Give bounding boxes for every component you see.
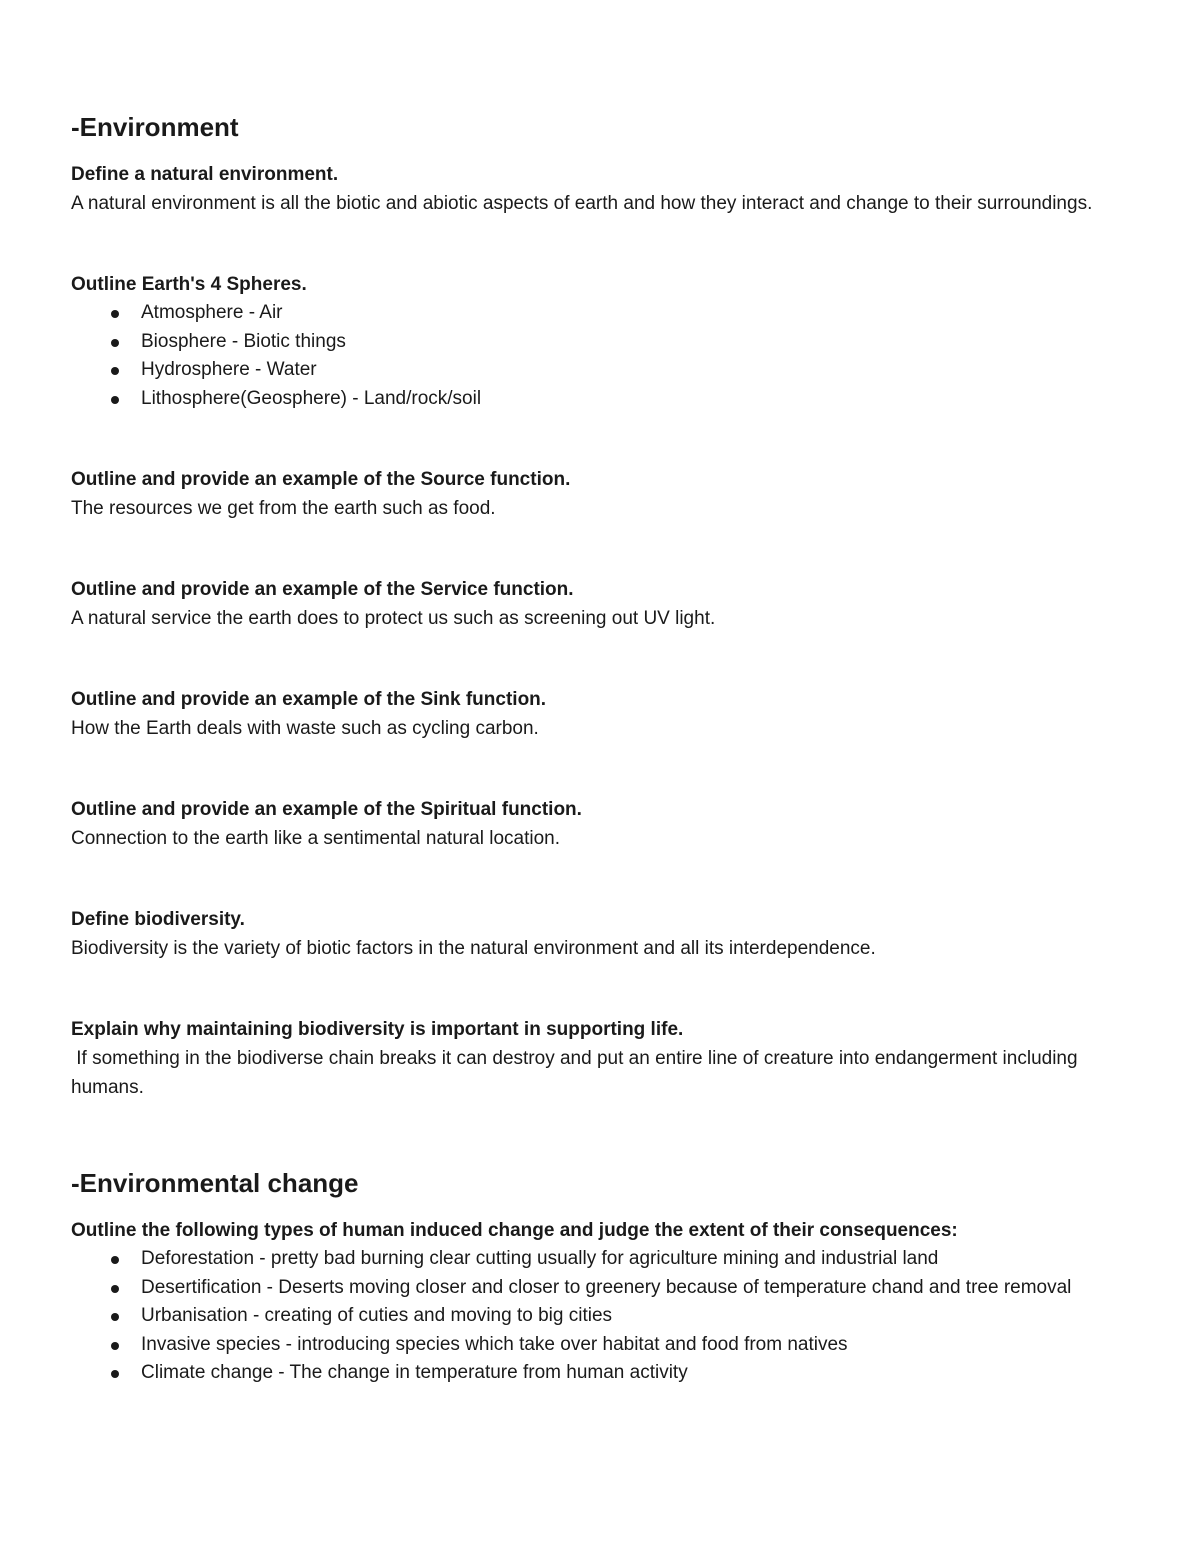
answer-sink-function: How the Earth deals with waste such as cycling carbon.: [71, 718, 539, 739]
bullet-icon: [111, 1370, 119, 1378]
bullet-icon: [111, 396, 119, 404]
question-earth-spheres: Outline Earth's 4 Spheres.: [71, 274, 307, 295]
spheres-list: [71, 299, 1131, 413]
answer-biodiversity-importance: If something in the biodiverse chain breaks it can destroy and put an entire line of creature into endangerment including humans.: [71, 1048, 1083, 1098]
bullet-icon: [111, 367, 119, 375]
question-human-induced-change: Outline the following types of human induced change and judge the extent of their consequences:: [71, 1220, 958, 1241]
answer-natural-environment: A natural environment is all the biotic and abiotic aspects of earth and how they interact and change to their surroundings.: [71, 193, 1093, 214]
bullet-icon: [111, 310, 119, 318]
document-page: [71, 108, 1131, 1388]
bullet-icon: [111, 1313, 119, 1321]
list-item: Deforestation - pretty bad burning clear cutting usually for agriculture mining and industrial land: [141, 1245, 1131, 1274]
list-item: Biosphere - Biotic things: [141, 328, 1131, 357]
section-title-environmental-change: -Environmental change: [71, 1168, 359, 1198]
list-item: Climate change - The change in temperature from human activity: [141, 1359, 1131, 1388]
list-item: Invasive species - introducing species which take over habitat and food from natives: [141, 1331, 1131, 1360]
list-item: Desertification - Deserts moving closer and closer to greenery because of temperature chand and tree removal: [141, 1274, 1131, 1303]
changes-list: [71, 1245, 1131, 1388]
answer-service-function: A natural service the earth does to protect us such as screening out UV light.: [71, 608, 716, 629]
bullet-icon: [111, 1256, 119, 1264]
question-define-biodiversity: Define biodiversity.: [71, 909, 245, 930]
list-item: Atmosphere - Air: [141, 299, 1131, 328]
question-service-function: Outline and provide an example of the Service function.: [71, 579, 574, 600]
question-natural-environment: Define a natural environment.: [71, 164, 339, 185]
question-spiritual-function: Outline and provide an example of the Spiritual function.: [71, 799, 582, 820]
answer-source-function: The resources we get from the earth such as food.: [71, 498, 496, 519]
answer-define-biodiversity: Biodiversity is the variety of biotic factors in the natural environment and all its interdependence.: [71, 938, 876, 959]
bullet-icon: [111, 1342, 119, 1350]
answer-spiritual-function: Connection to the earth like a sentimental natural location.: [71, 828, 561, 849]
question-biodiversity-importance: Explain why maintaining biodiversity is important in supporting life.: [71, 1019, 684, 1040]
question-source-function: Outline and provide an example of the Source function.: [71, 469, 571, 490]
question-sink-function: Outline and provide an example of the Sink function.: [71, 689, 547, 710]
section-title-environment: -Environment: [71, 112, 239, 142]
bullet-icon: [111, 1285, 119, 1293]
list-item: Urbanisation - creating of cuties and moving to big cities: [141, 1302, 1131, 1331]
list-item: Lithosphere(Geosphere) - Land/rock/soil: [141, 385, 1131, 414]
bullet-icon: [111, 339, 119, 347]
list-item: Hydrosphere - Water: [141, 356, 1131, 385]
